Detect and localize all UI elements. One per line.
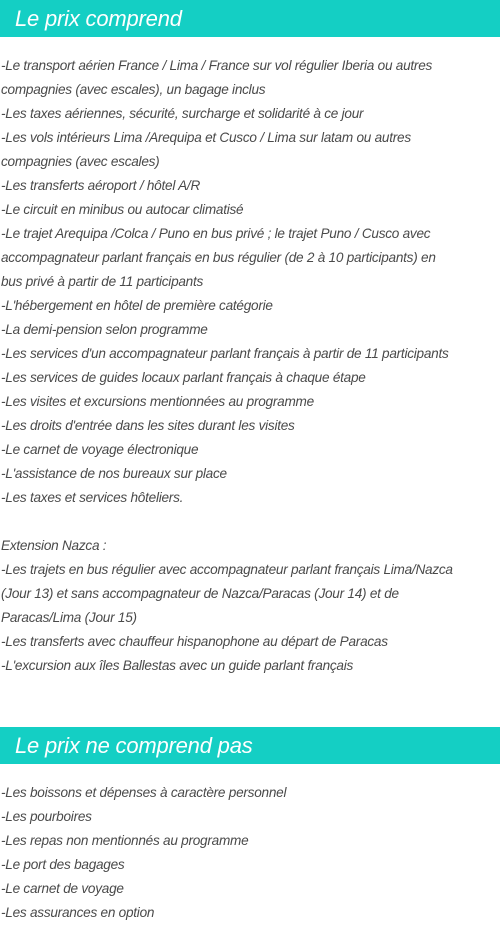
list-item: bus privé à partir de 11 participants <box>1 274 204 289</box>
list-item: -La demi-pension selon programme <box>1 322 208 337</box>
list-item: -Les visites et excursions mentionnées au programme <box>1 394 314 409</box>
list-item: -Les taxes aériennes, sécurité, surcharge et solidarité à ce jour <box>1 106 364 121</box>
list-item: -Le carnet de voyage <box>1 881 124 896</box>
list-item: -Les services de guides locaux parlant français à chaque étape <box>1 370 366 385</box>
list-item: -Le transport aérien France / Lima / France sur vol régulier Iberia ou autres <box>1 58 433 73</box>
list-item: -L'assistance de nos bureaux sur place <box>1 466 227 481</box>
list-item: -Les services d'un accompagnateur parlant français à partir de 11 participants <box>1 346 449 361</box>
list-item: -Le trajet Arequipa /Colca / Puno en bus privé ; le trajet Puno / Cusco avec <box>1 226 431 241</box>
list-item: (Jour 13) et sans accompagnateur de Nazca/Paracas (Jour 14) et de <box>1 586 399 601</box>
list-item: -Les boissons et dépenses à caractère personnel <box>1 785 287 800</box>
excludes-header <box>0 727 500 764</box>
list-item: -Les taxes et services hôteliers. <box>1 490 184 505</box>
list-item: -Les transferts avec chauffeur hispanophone au départ de Paracas <box>1 634 388 649</box>
list-item: -L'hébergement en hôtel de première catégorie <box>1 298 273 313</box>
excludes-title: Le prix ne comprend pas <box>15 733 253 758</box>
list-item: -Les transferts aéroport / hôtel A/R <box>1 178 201 193</box>
extension-title: Extension Nazca : <box>1 538 107 553</box>
list-item: Paracas/Lima (Jour 15) <box>1 610 137 625</box>
list-item: compagnies (avec escales), un bagage inclus <box>1 82 266 97</box>
list-item: -Le carnet de voyage électronique <box>1 442 199 457</box>
list-item: -Les droits d'entrée dans les sites durant les visites <box>1 418 295 433</box>
list-item: -Le port des bagages <box>1 857 125 872</box>
list-item: -Les vols intérieurs Lima /Arequipa et Cusco / Lima sur latam ou autres <box>1 130 411 145</box>
list-item: compagnies (avec escales) <box>1 154 160 169</box>
list-item: accompagnateur parlant français en bus régulier (de 2 à 10 participants) en <box>1 250 436 265</box>
includes-header <box>0 0 500 37</box>
excludes-section <box>0 727 500 925</box>
list-item: -L'excursion aux îles Ballestas avec un guide parlant français <box>1 658 354 673</box>
list-spacer <box>0 510 500 534</box>
includes-title: Le prix comprend <box>15 6 182 31</box>
list-item: -Les assurances en option <box>1 905 155 920</box>
list-item: -Les repas non mentionnés au programme <box>1 833 249 848</box>
excludes-list <box>0 781 500 925</box>
list-item: -Le circuit en minibus ou autocar climatisé <box>1 202 244 217</box>
includes-list <box>0 54 500 678</box>
list-item: -Les pourboires <box>1 809 92 824</box>
list-item: -Les trajets en bus régulier avec accompagnateur parlant français Lima/Nazca <box>1 562 453 577</box>
